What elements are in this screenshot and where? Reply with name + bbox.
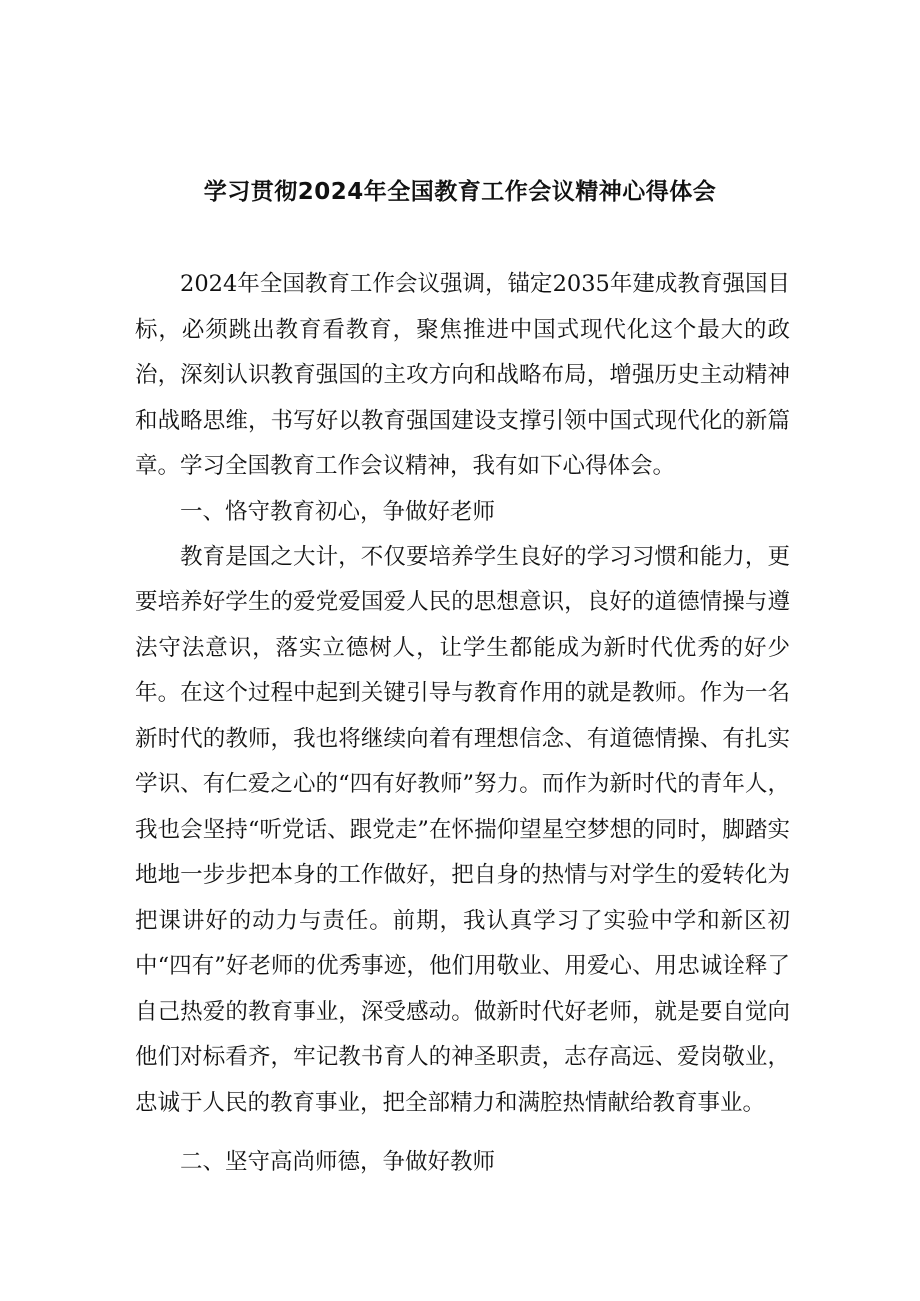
section-heading-2: 二、坚守高尚师德，争做好教师	[180, 1149, 496, 1175]
document-body	[135, 262, 790, 1185]
section-1-paragraph: 教育是国之大计，不仅要培养学生良好的学习习惯和能力，更要培养好学生的爱党爱国爱人民的思想意识，良好的道德情操与遵法守法意识，落实立德树人，让学生都能成为新时代优秀的好少年。在这个过程中起到关键引导与教育作用的就是教师。作为一名新时代的教师，我也将继续向着有理想信念、有道德情操、有扎实学识、有仁爱之心的“四有好教师”努力。而作为新时代的青年人，我也会坚持“听党话、跟党走”在怀揣仰望星空梦想的同时，脚踏实地地一步步把本身的工作做好，把自身的热情与对学生的爱转化为把课讲好的动力与责任。前期，我认真学习了实验中学和新区初中“四有”好老师的优秀事迹，他们用敬业、用爱心、用忠诚诠释了自己热爱的教育事业，深受感动。做新时代好老师，就是要自觉向他们对标看齐，牢记教书育人的神圣职责，志存高远、爱岗敬业，忠诚于人民的教育事业，把全部精力和满腔热情献给教育事业。	[135, 543, 790, 1116]
document-title: 学习贯彻2024年全国教育工作会议精神心得体会	[203, 179, 717, 205]
intro-paragraph: 2024年全国教育工作会议强调，锚定2035年建成教育强国目标，必须跳出教育看教育，聚焦推进中国式现代化这个最大的政治，深刻认识教育强国的主攻方向和战略布局，增强历史主动精神和战略思维，书写好以教育强国建设支撑引领中国式现代化的新篇章。学习全国教育工作会议精神，我有如下心得体会。	[135, 271, 790, 479]
section-heading-1: 一、恪守教育初心，争做好老师	[180, 498, 496, 525]
